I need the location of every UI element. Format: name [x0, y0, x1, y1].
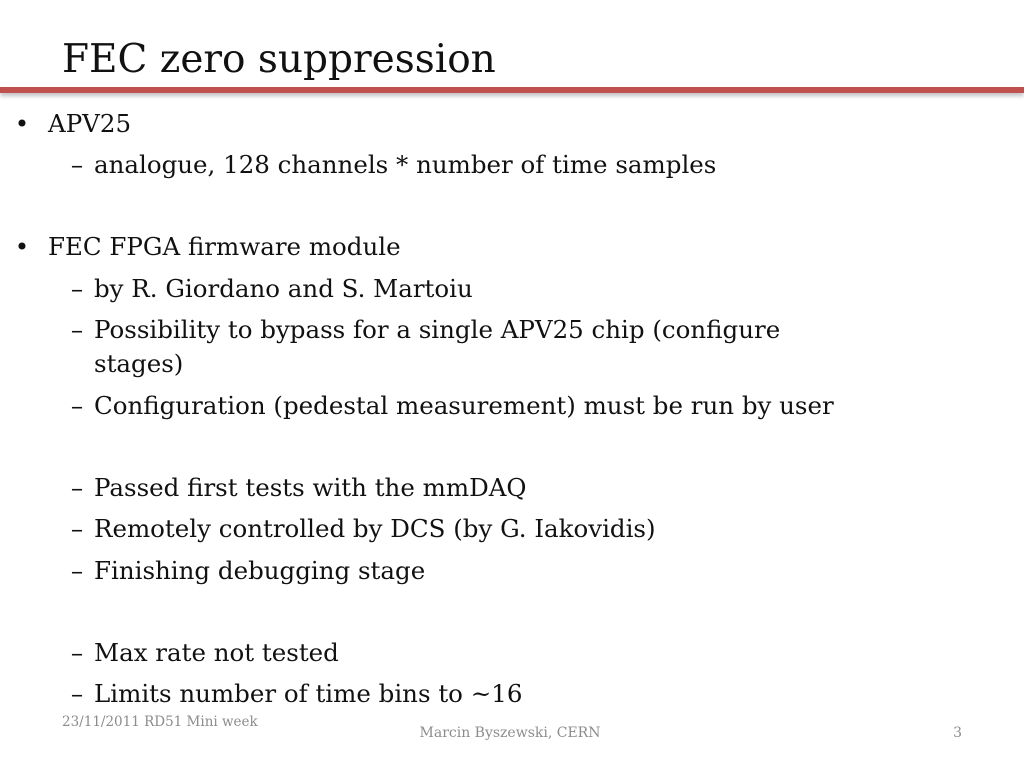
footer-date: 23/11/2011 RD51 Mini week	[62, 714, 258, 730]
bullet-text: Passed first tests with the mmDAQ	[94, 473, 527, 502]
sub-bullet-item	[70, 555, 426, 587]
dash-marker: –	[70, 150, 84, 179]
sub-bullet-item	[70, 513, 656, 545]
sub-bullet-item	[70, 637, 339, 669]
bullet-item	[14, 231, 401, 263]
bullet-text: analogue, 128 channels * number of time samples	[94, 150, 717, 179]
dash-marker: –	[70, 638, 84, 667]
dash-marker: –	[70, 274, 84, 303]
footer-page-number: 3	[953, 725, 962, 741]
sub-bullet-item	[70, 390, 834, 422]
dash-marker: –	[70, 315, 84, 344]
bullet-marker: •	[14, 109, 30, 138]
slide-title: FEC zero suppression	[62, 37, 496, 82]
sub-bullet-continuation	[94, 348, 183, 380]
bullet-text: Max rate not tested	[94, 638, 339, 667]
sub-bullet-item	[70, 678, 523, 710]
dash-marker: –	[70, 514, 84, 543]
footer-author: Marcin Byszewski, CERN	[419, 725, 601, 741]
bullet-text: Possibility to bypass for a single APV25 chip (configure	[94, 315, 781, 344]
bullet-text: Configuration (pedestal measurement) must be run by user	[94, 391, 834, 420]
bullet-text: FEC FPGA firmware module	[48, 232, 401, 261]
bullet-text: by R. Giordano and S. Martoiu	[94, 274, 473, 303]
bullet-item	[14, 108, 132, 140]
bullet-text: Remotely controlled by DCS (by G. Iakovidis)	[94, 514, 656, 543]
sub-bullet-item	[70, 149, 717, 181]
dash-marker: –	[70, 391, 84, 420]
dash-marker: –	[70, 556, 84, 585]
sub-bullet-item	[70, 273, 473, 305]
bullet-text-continuation: stages)	[94, 349, 184, 378]
bullet-text: Limits number of time bins to ~16	[94, 679, 523, 708]
dash-marker: –	[70, 473, 84, 502]
bullet-text: APV25	[48, 109, 132, 138]
bullet-text: Finishing debugging stage	[94, 556, 426, 585]
sub-bullet-item	[70, 472, 527, 504]
bullet-marker: •	[14, 232, 30, 261]
dash-marker: –	[70, 679, 84, 708]
sub-bullet-item	[70, 314, 781, 346]
